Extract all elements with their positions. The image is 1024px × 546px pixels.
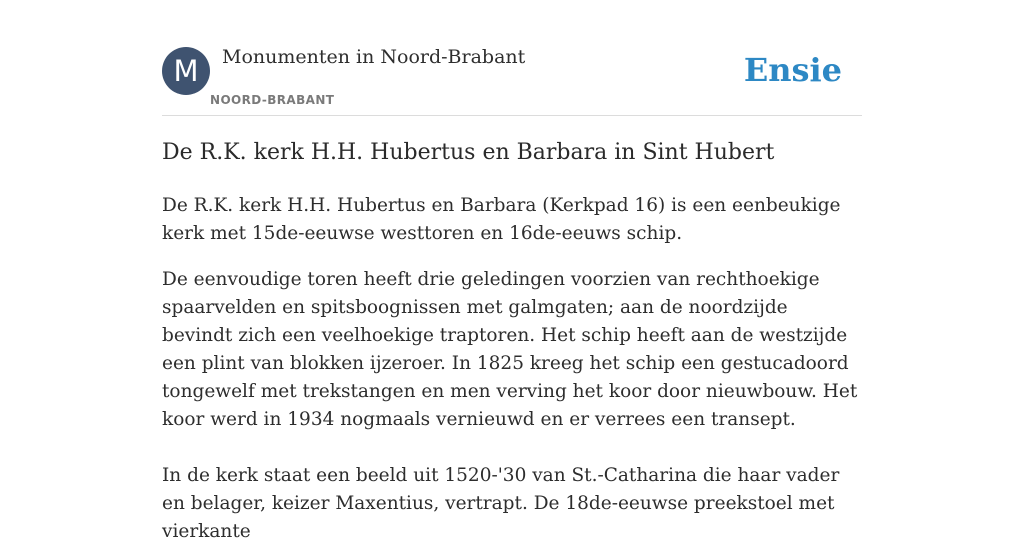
article-paragraph-3: In de kerk staat een beeld uit 1520-'30 van St.-Catharina die haar vader en belager, keizer Maxentius, vertrapt. De 18de-eeuwse preekstoel met vierkante <box>162 465 840 542</box>
article-paragraph-2: De eenvoudige toren heeft drie geledingen voorzien van rechthoekige spaarvelden en spitsboognissen met galmgaten; aan de noordzijde bevindt zich een veelhoekige traptoren. Het schip heeft aan de westzijde een plint van blokken ijzeroer. In 1825 kreeg het schip een gestucadoord tongewelf met trekstangen en men verving het koor door nieuwbouw. Het koor werd in 1934 nogmaals vernieuwd en er verrees een transept. <box>162 269 858 430</box>
channel-tag-link[interactable]: NOORD-BRABANT <box>210 93 335 107</box>
brand-logo[interactable]: Ensie <box>743 51 842 89</box>
channel-header <box>162 46 862 116</box>
channel-avatar[interactable]: M <box>162 47 210 95</box>
article-paragraph-1: De R.K. kerk H.H. Hubertus en Barbara (Kerkpad 16) is een eenbeukige kerk met 15de-eeuwse westtoren en 16de-eeuws schip. <box>162 195 841 244</box>
header-divider <box>162 115 862 116</box>
channel-title-link[interactable]: Monumenten in Noord-Brabant <box>222 46 526 68</box>
article-title: De R.K. kerk H.H. Hubertus en Barbara in Sint Hubert <box>162 140 775 165</box>
